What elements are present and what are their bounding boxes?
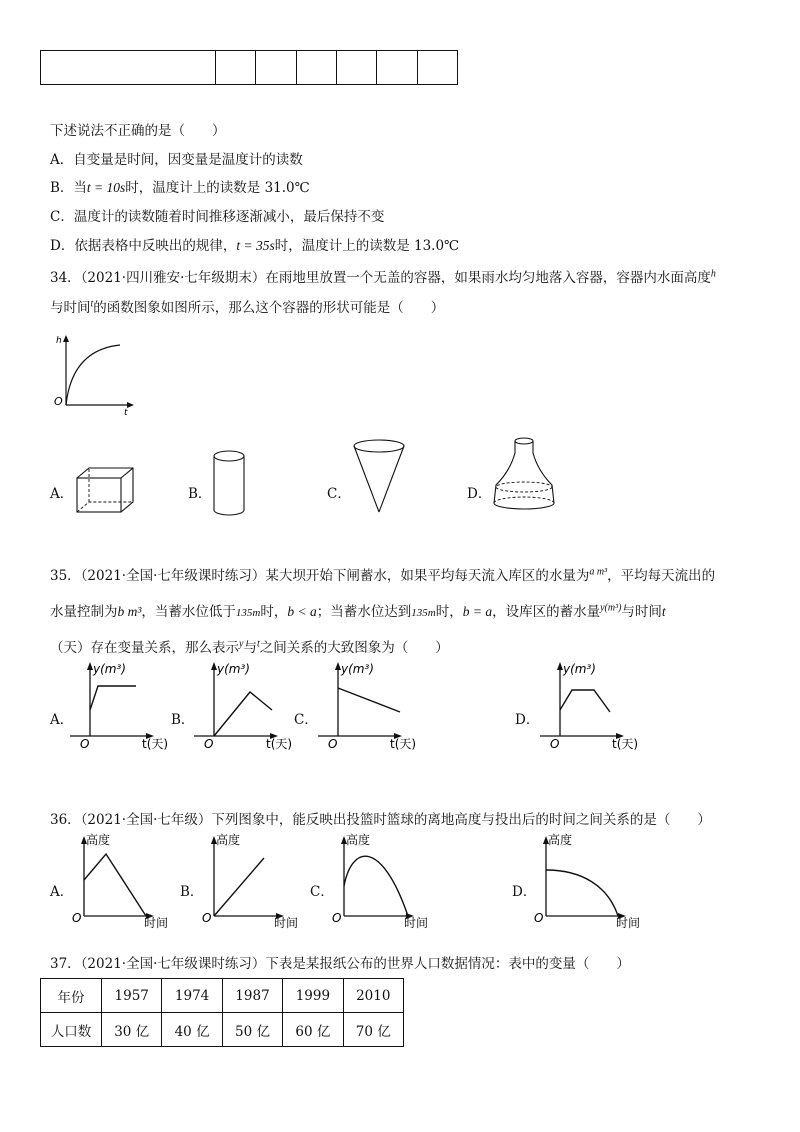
q34-option-c-label: C． (327, 486, 351, 502)
top-table-cell (377, 51, 417, 85)
q36-option-a-label: A． (50, 884, 74, 900)
q36-option-d-label: D． (512, 884, 537, 900)
option-text: 自变量是时间，因变量是温度计的读数 (73, 152, 303, 168)
table-cell: 60 亿 (283, 1013, 343, 1047)
q35-option-c-label: C． (294, 712, 318, 728)
table-cell: 1974 (162, 979, 222, 1013)
question-number: 36． (50, 812, 81, 828)
unit-a: a m³ (589, 566, 608, 578)
graph-origin: O (328, 737, 338, 751)
graph-x-label: 时间 (404, 916, 429, 930)
q37-line (50, 952, 630, 972)
table-cell: 70 亿 (343, 1013, 403, 1047)
graph-origin: O (72, 911, 82, 925)
q33-option-d (50, 234, 459, 254)
graph-y-label: 高度 (346, 833, 371, 847)
graph-origin: O (204, 737, 214, 751)
q34-box-shape (75, 466, 135, 516)
question-text: 与时间 (50, 300, 91, 316)
question-text: ，平均每天流出的 (607, 568, 716, 584)
question-text: 某大坝开始下闸蓄水，如果平均每天流入库区的水量为 (265, 568, 590, 584)
q34-option-d-label: D． (467, 486, 492, 502)
option-text: 温度计的读数随着时间推移逐渐减小，最后保持不变 (73, 209, 385, 225)
q33-option-a (50, 148, 303, 168)
var-y: y (239, 638, 244, 650)
level-1: 135m (235, 607, 261, 619)
q36-graph-a (64, 830, 174, 930)
graph-y-label: y(m³) (563, 662, 596, 676)
question-text: 之间关系的大致图象为（ ） (259, 640, 449, 656)
q36-graph-b (194, 830, 304, 930)
q36-option-b-label: B． (180, 884, 204, 900)
q33-stem: 下述说法不正确的是（ ） (50, 123, 226, 139)
table-cell: 1987 (222, 979, 282, 1013)
var-h: h (710, 268, 716, 280)
var-t: t (661, 604, 666, 619)
q35-line1 (50, 564, 715, 584)
condition-2: b = a (462, 604, 493, 619)
q36-option-c-label: C． (310, 884, 334, 900)
graph-x-label: t(天) (266, 737, 293, 751)
q35-graph-c (316, 660, 426, 752)
question-text: 下表是某报纸公布的世界人口数据情况：表中的变量（ ） (265, 956, 630, 972)
question-number: 37． (50, 956, 81, 972)
q34-bottle-shape (490, 435, 560, 515)
graph-x-label: 时间 (144, 916, 169, 930)
question-text: （天）存在变量关系，那么表示 (50, 640, 239, 656)
option-label: C． (50, 209, 74, 225)
option-label: B． (50, 180, 74, 196)
q35-line3 (50, 636, 449, 656)
q36-graph-d (526, 830, 646, 930)
option-label: D． (50, 238, 75, 254)
question-source: （2021·四川雅安·七年级期末） (80, 270, 266, 286)
q35-option-b-label: B． (171, 712, 195, 728)
population-table (40, 978, 404, 1047)
table-row (41, 1013, 404, 1047)
option-post: 时，温度计上的读数是 13.0℃ (274, 238, 460, 254)
question-text: 下列图象中，能反映出投篮时篮球的离地高度与投出后的时间之间关系的是（ ） (211, 812, 711, 828)
graph-x-label: t(天) (612, 737, 639, 751)
graph-origin: O (80, 737, 90, 751)
q35-option-a-label: A． (50, 712, 74, 728)
table-cell: 30 亿 (102, 1013, 162, 1047)
question-text: 的函数图象如图所示，那么这个容器的形状可能是（ ） (93, 300, 445, 316)
question-text: ，当蓄水位低于 (141, 604, 236, 620)
question-text: 时， (260, 604, 288, 620)
graph-origin: O (550, 737, 560, 751)
graph-x-label: 时间 (616, 916, 641, 930)
question-text: 时， (435, 604, 463, 620)
q35-graph-a (68, 660, 178, 752)
q34-graph (52, 335, 142, 418)
table-cell: 年份 (41, 979, 102, 1013)
graph-x-label: t (124, 408, 128, 418)
graph-y-label: y(m³) (341, 662, 374, 676)
table-cell: 50 亿 (222, 1013, 282, 1047)
option-pre: 依据表格中反映出的规律， (74, 238, 237, 254)
level-2: 135m (411, 607, 436, 619)
top-table-cell (41, 51, 216, 85)
q34-line1 (50, 266, 716, 286)
graph-origin: O (332, 911, 342, 925)
question-text: 与时间 (621, 604, 662, 620)
var-t: t (90, 298, 94, 310)
q35-line2 (50, 600, 666, 620)
graph-origin: O (202, 911, 212, 925)
q33-option-b (50, 176, 310, 196)
graph-x-label: t(天) (142, 737, 169, 751)
top-table-cell (216, 51, 256, 85)
question-text: 与 (243, 640, 257, 656)
graph-y-label: h (56, 336, 62, 346)
q34-cone-shape (352, 438, 406, 514)
top-table-cell (336, 51, 376, 85)
condition-1: b < a (287, 604, 317, 619)
graph-y-label: 高度 (216, 833, 241, 847)
graph-y-label: y(m³) (93, 662, 126, 676)
q34-cylinder-shape (212, 450, 246, 516)
graph-y-label: 高度 (548, 833, 573, 847)
graph-x-label: 时间 (274, 916, 299, 930)
table-cell: 40 亿 (162, 1013, 222, 1047)
q35-graph-d (538, 660, 648, 752)
option-post: 时，温度计上的读数是 31.0℃ (125, 180, 310, 196)
q33-option-c (50, 205, 384, 225)
top-table-cell (296, 51, 336, 85)
table-cell: 2010 (343, 979, 403, 1013)
q34-option-b-label: B． (188, 486, 212, 502)
top-table (40, 50, 458, 85)
table-cell: 人口数 (41, 1013, 102, 1047)
q36-line (50, 808, 711, 828)
unit-b: b m³ (117, 604, 142, 619)
q35-graph-b (192, 660, 302, 752)
graph-origin: O (54, 395, 63, 408)
q35-option-d-label: D． (515, 712, 540, 728)
option-pre: 当 (73, 180, 87, 196)
question-source: （2021·全国·七年级） (80, 812, 212, 828)
option-math: t = 35s (236, 238, 275, 253)
q34-option-a-label: A． (50, 486, 74, 502)
question-text: ；当蓄水位达到 (316, 604, 412, 620)
graph-y-label: 高度 (86, 833, 111, 847)
option-label: A． (50, 152, 74, 168)
question-text: 在雨地里放置一个无盖的容器，如果雨水均匀地落入容器，容器内水面高度 (265, 270, 711, 286)
table-cell: 1957 (102, 979, 162, 1013)
question-number: 34． (50, 270, 81, 286)
graph-y-label: y(m³) (217, 662, 250, 676)
q34-line2 (50, 296, 444, 316)
var-y: y(m³) (600, 602, 622, 614)
var-t: t (256, 638, 260, 650)
table-cell: 1999 (283, 979, 343, 1013)
question-source: （2021·全国·七年级课时练习） (80, 568, 266, 584)
top-table-cell (256, 51, 296, 85)
question-text: ，设库区的蓄水量 (492, 604, 601, 620)
q36-graph-c (324, 830, 434, 930)
graph-x-label: t(天) (390, 737, 417, 751)
question-source: （2021·全国·七年级课时练习） (80, 956, 266, 972)
option-math: t = 10s (86, 180, 126, 195)
question-number: 35． (50, 568, 81, 584)
top-table-cell (417, 51, 457, 85)
graph-origin: O (534, 911, 544, 925)
question-text: 水量控制为 (50, 604, 118, 620)
table-row (41, 979, 404, 1013)
